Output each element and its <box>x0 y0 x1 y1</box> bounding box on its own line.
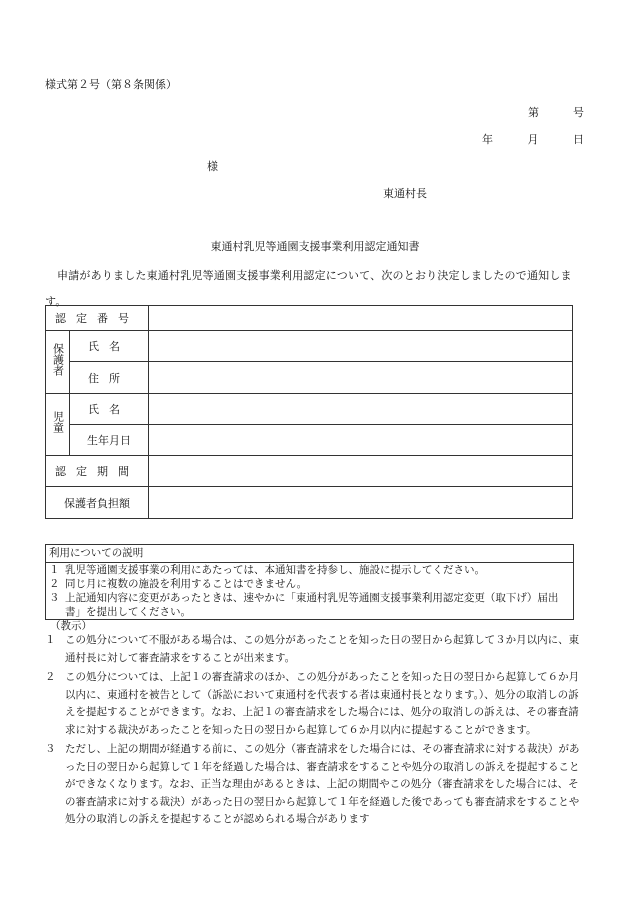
guardian-cost-value <box>149 487 573 519</box>
row-guardian-cost <box>46 487 573 519</box>
guardian-address-label: 住所 <box>70 362 149 394</box>
usage-item-text: 同じ月に複数の施設を利用することはできません。 <box>65 578 308 590</box>
child-name-label: 氏名 <box>70 394 149 425</box>
date-day-label: 日 <box>573 133 584 146</box>
addressee-suffix: 様 <box>207 160 218 173</box>
intro-text: 申請がありました東通村乳児等通園支援事業利用認定について、次のとおり決定しましたので通知します。 <box>45 269 572 308</box>
usage-item-number: ３ <box>49 592 60 604</box>
notice-list <box>45 632 585 831</box>
issuer: 東通村長 <box>383 187 427 200</box>
number-dai-label: 第 <box>528 106 539 119</box>
issue-date <box>482 131 584 147</box>
date-year-label: 年 <box>482 133 493 146</box>
child-birthdate-value <box>149 425 573 456</box>
certification-table <box>45 305 573 519</box>
notice-item-text: この処分については、上記１の審査請求のほか、この処分があったことを知った日の翌日から起算して６か月以内に、東通村を被告として（訴訟において東通村を代表する者は東通村長となります。）、処分の取消しの訴えを提起することができます。なお、上記１の審査請求をした場合には、処分の取消しの訴えは、その審査請求に対する裁決があったことを知った日の翌日から起算して６か月以内に提起することができます。 <box>65 671 580 736</box>
row-child-name <box>46 394 573 425</box>
cert-number-value <box>149 306 573 331</box>
row-cert-number <box>46 306 573 331</box>
notice-item <box>45 669 585 739</box>
child-group-label <box>46 394 70 456</box>
notice-title: （教示） <box>50 620 92 632</box>
number-go-label: 号 <box>573 106 584 119</box>
guardian-group-label <box>46 331 70 394</box>
row-guardian-name <box>46 331 573 362</box>
usage-item-text: 上記通知内容に変更があったときは、速やかに「東通村乳児等通園支援事業利用認定変更（取下げ）届出書」を提出してください。 <box>65 592 559 618</box>
document-title: 東通村乳児等通園支援事業利用認定通知書 <box>210 240 420 253</box>
child-name-value <box>149 394 573 425</box>
notice-item-text: ただし、上記の期間が経過する前に、この処分（審査請求をした場合には、その審査請求に対する裁決）があった日の翌日から起算して１年を経過した場合は、審査請求をすることや処分の取消しの訴えを提起することができなくなります。なお、正当な理由があるときは、上記の期間やこの処分（審査請求をした場合には、その審査請求に対する裁決）があった日の翌日から起算して１年を経過した後であっても審査請求をすることや処分の取消しの訴えを提起することが認められる場合があります <box>65 743 580 825</box>
row-guardian-address <box>46 362 573 394</box>
cert-period-value <box>149 456 573 487</box>
notice-item-number: １ <box>45 634 56 646</box>
usage-item <box>46 577 573 591</box>
notice-item-number: ２ <box>45 671 56 683</box>
guardian-name-label: 氏名 <box>70 331 149 362</box>
usage-item-number: ２ <box>49 578 60 590</box>
cert-number-label: 認定番号 <box>46 306 149 331</box>
date-month-label: 月 <box>527 133 539 146</box>
form-number: 様式第２号（第８条関係） <box>45 78 177 91</box>
guardian-vertical-text: 保護者 <box>51 343 65 376</box>
child-vertical-text: 児童 <box>51 411 65 433</box>
notice-item-number: ３ <box>45 743 56 755</box>
child-birthdate-label: 生年月日 <box>70 425 149 456</box>
notice-item <box>45 632 585 667</box>
notice-item-text: この処分について不服がある場合は、この処分があったことを知った日の翌日から起算して３か月以内に、東通村長に対して審査請求をすることが出来ます。 <box>65 634 580 664</box>
row-cert-period <box>46 456 573 487</box>
guardian-name-value <box>149 331 573 362</box>
document-number <box>528 104 584 120</box>
row-child-birthdate <box>46 425 573 456</box>
usage-item <box>46 563 573 577</box>
usage-item <box>46 591 573 619</box>
guardian-cost-label: 保護者負担額 <box>46 487 149 519</box>
usage-explanation-box <box>45 544 574 620</box>
guardian-address-value <box>149 362 573 394</box>
usage-title: 利用についての説明 <box>46 545 573 563</box>
usage-item-number: １ <box>49 564 60 576</box>
notice-item <box>45 741 585 829</box>
usage-item-text: 乳児等通園支援事業の利用にあたっては、本通知書を持参し、施設に提示してください。 <box>65 564 485 576</box>
cert-period-label: 認定期間 <box>46 456 149 487</box>
